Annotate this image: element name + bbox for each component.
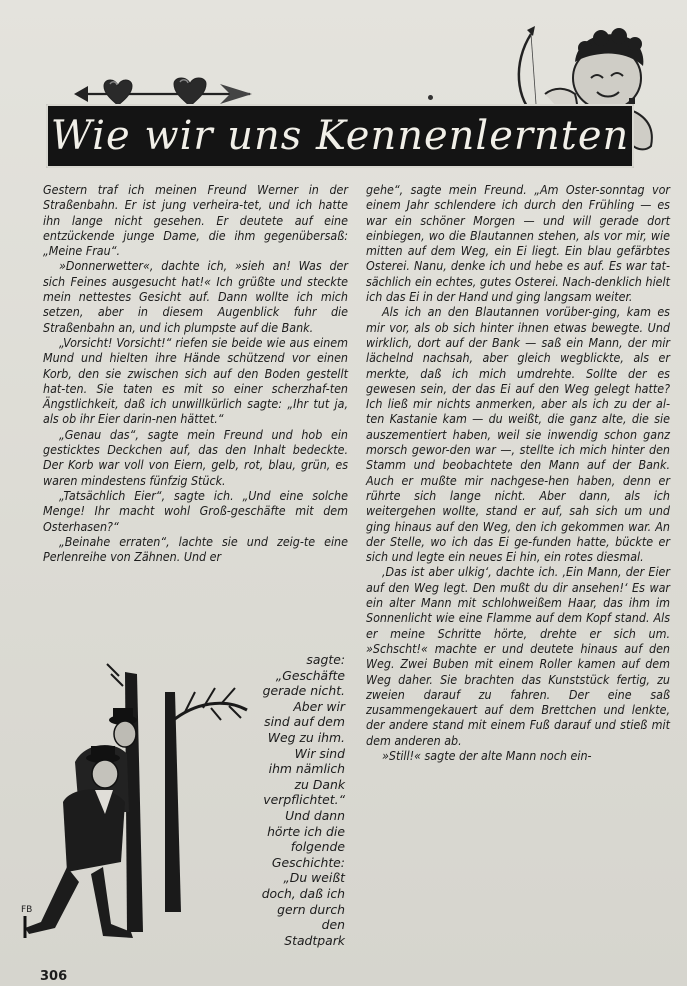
paragraph: »Still!« sagte der alte Mann noch ein- [382, 747, 592, 763]
paragraph: „Genau das“, sagte mein Freund und hob ein gesticktes Deckchen auf, das den Inhalt bedeckte. Der Korb war voll von Eiern, gelb, rot, blau, grün, es waren mindestens fünfzig Stück. [43, 426, 348, 488]
text-line: ihm nämlich [268, 761, 345, 777]
text-line: hörte ich die [267, 823, 345, 839]
text-line: „Geschäfte [275, 667, 345, 683]
text-line: zu Dank [294, 776, 345, 792]
text-line: „Du weißt [283, 870, 345, 886]
text-line: Weg zu ihm. [267, 729, 345, 745]
paragraph: „Beinahe erraten“, lachte sie und zeig-te eine Perlenreihe von Zähnen. Und er [43, 533, 348, 565]
left-lower-text [248, 652, 345, 948]
paragraph: Als ich an den Blautannen vorüber-ging, kam es mir vor, als ob sich hinter ihnen etwas bewegte. Und wirklich, dort auf der Bank — saß ein Mann, der mir lächelnd nachsah, aber gleich wegblickte, als er merkte, daß ich mich umdrehte. Sollte der es gewesen sein, der das Ei auf den Weg gelegt hatte? Ich ließ mir nichts anmerken, aber als ich zu der al-ten Kastanie kam — du weißt, die ganz alte, die sie auszementiert haben, weil sie inwendig schon ganz morsch gewor-den war —, stellte ich mich hinter den Stamm und beobachtete den Mann auf der Bank. Auch er mußte mir nachgese-hen haben, denn er rührte sich lange nicht. Aber dann, als ich weitergehen wollte, stand er auf, sah sich um und ging hinaus auf den Weg, den ich gekommen war. An der Stelle, wo ich das Ei ge-funden hatte, bückte er sich und legte ein neues Ei hin, ein rotes diesmal. [366, 304, 670, 565]
text-line: den [321, 917, 345, 933]
article-title: Wie wir uns Kennenlernten [50, 113, 630, 159]
paragraph: ‚Das ist aber ulkig‘, dachte ich. ‚Ein Mann, der Eier auf den Weg legt. Den mußt du dir ansehen!‘ Es war ein alter Mann mit schlohweißem Haar, das ihm im Sonnenlicht wie eine Flamme auf dem Kopf stand. Als er meine Schritte hörte, drehte er sich um. »Schscht!« machte er und deutete hinaus auf den Weg. Zwei Buben mit einem Roller kamen auf dem Weg daher. Sie brachten das Kunststück fertig, zu zweien darauf zu fahren. Der eine saß zusammengekauert auf dem Brettchen und lenkte, der andere stand mit einem Fuß darauf und stieß mit dem anderen ab. [366, 564, 670, 748]
text-line: doch, daß ich [261, 885, 345, 901]
paragraph: „Tatsächlich Eier“, sagte ich. „Und eine solche Menge! Ihr macht wohl Groß-geschäfte mit dem Osterhasen?“ [43, 487, 348, 534]
text-line: sagte: [306, 652, 345, 667]
text-line: Geschichte: [271, 854, 345, 870]
text-line: Aber wir [293, 698, 345, 714]
text-line: sind auf dem [264, 714, 345, 730]
text-line: folgende [290, 839, 345, 855]
decorative-dot [428, 95, 433, 100]
title-banner [46, 104, 634, 168]
text-line: Und dann [285, 807, 345, 823]
paragraph: Gestern traf ich meinen Freund Werner in der Straßenbahn. Er ist jung verheira-tet, und ich hatte ihn lange nicht gesehen. Er deutete auf eine entzückende junge Dame, die ihm gegenübersaß: „Meine Frau“. [43, 182, 348, 259]
text-line: gerade nicht. [262, 683, 345, 699]
paragraph: gehe“, sagte mein Freund. „Am Oster-sonntag vor einem Jahr schlendere ich durch den Frühling — es war ein schöner Morgen — und will gerade dort einbiegen, wo die Blautannen stehen, als vor mir, wie mitten auf dem Weg, ein Ei liegt. Ein blau gefärbtes Osterei. Nanu, denke ich und hebe es auf. Es war tat-sächlich ein echtes, gutes Osterei. Nach-denklich hielt ich das Ei in der Hand und ging langsam weiter. [366, 182, 670, 305]
text-line: Stadtpark [284, 932, 345, 948]
page-number: 306 [40, 969, 68, 984]
text-line: verpflichtet.“ [263, 792, 345, 808]
left-text-column [43, 182, 348, 564]
right-text-column [366, 182, 670, 763]
men-behind-tree-illustration [15, 662, 255, 952]
svg-text:FB: FB [21, 905, 33, 915]
paragraph: »Donnerwetter«, dachte ich, »sieh an! Was der sich Feines ausgesucht hat!« Ich grüßte und steckte mein nettestes Gesicht auf. Dann wollte ich mich setzen, aber in diesem Augenblick fuhr die Straßenbahn an, und ich plumpste auf die Bank. [43, 258, 348, 335]
paragraph: „Vorsicht! Vorsicht!“ riefen sie beide wie aus einem Mund und hielten ihre Hände schützend vor einen Korb, den sie zwischen sich auf den Boden gestellt hat-ten. Sie taten es mit so einer scherzhaf-ten Ängstlichkeit, daß ich unwillkürlich sagte: „Ihr tut ja, als ob ihr Eier darin-nen hättet.“ [43, 334, 348, 427]
text-line: Wir sind [294, 745, 345, 761]
text-line: gern durch [277, 901, 345, 917]
